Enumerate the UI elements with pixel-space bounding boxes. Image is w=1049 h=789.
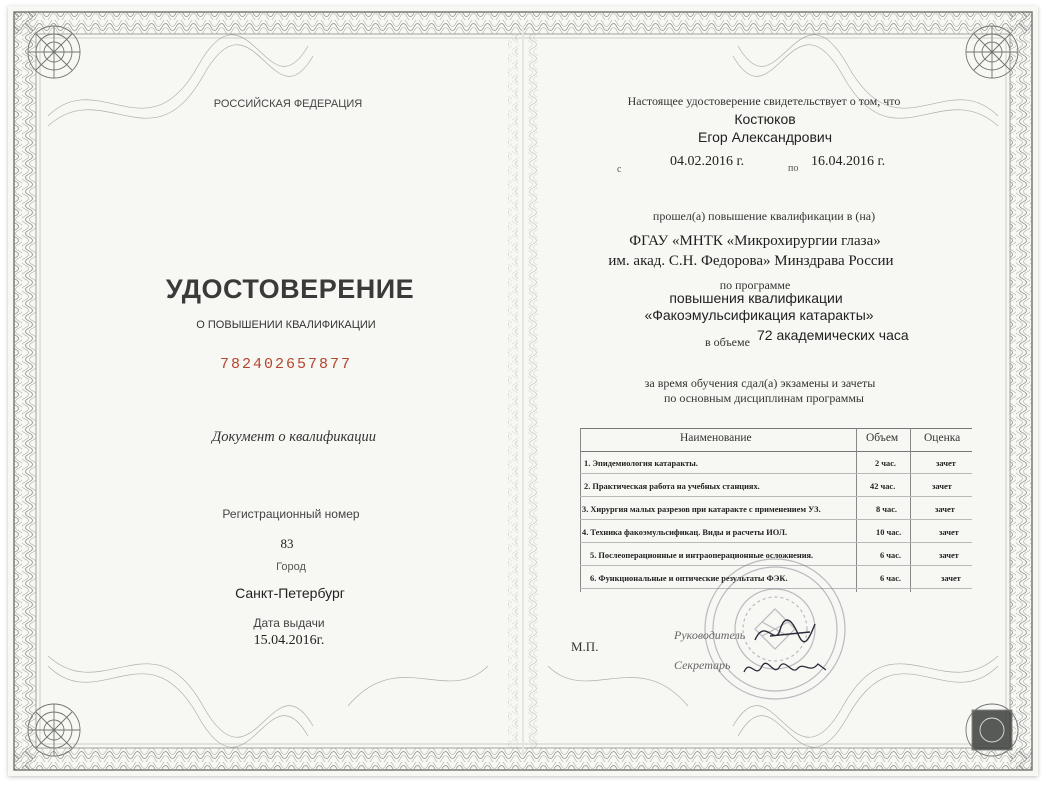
page-fold bbox=[522, 26, 524, 756]
city-label: Город bbox=[276, 561, 306, 573]
row-5-hours: 6 час. bbox=[880, 551, 902, 560]
intro-text: Настоящее удостоверение свидетельствует о том, что bbox=[627, 94, 901, 108]
row-4-grade: зачет bbox=[939, 528, 959, 537]
document-subtitle: О ПОВЫШЕНИИ КВАЛИФИКАЦИИ bbox=[196, 319, 376, 331]
row-4-hours: 10 час. bbox=[876, 528, 902, 537]
row-5-name: 5. Послеоперационные и интраоперационные осложнения. bbox=[590, 551, 814, 560]
passed-text: прошел(а) повышение квалификации в (на) bbox=[652, 209, 876, 223]
header-name: Наименование bbox=[680, 432, 752, 444]
organization-line2: им. акад. С.Н. Федорова» Минздрава России bbox=[608, 253, 894, 269]
document-title: УДОСТОВЕРЕНИЕ bbox=[165, 274, 415, 304]
row-3-name: 3. Хирургия малых разрезов при катаракте с применением УЗ. bbox=[582, 505, 821, 514]
head-label: Руководитель bbox=[674, 628, 746, 642]
reg-number-label: Регистрационный номер bbox=[222, 507, 360, 521]
issue-date-label: Дата выдачи bbox=[253, 616, 325, 630]
program-line1: повышения квалификации bbox=[669, 290, 843, 306]
exams-line1: за время обучения сдал(а) экзамены и зачеты bbox=[644, 376, 876, 390]
secretary-signature bbox=[740, 652, 830, 686]
country-label: РОССИЙСКАЯ ФЕДЕРАЦИЯ bbox=[213, 98, 363, 110]
row-6-grade: зачет bbox=[941, 574, 961, 583]
city-value: Санкт-Петербург bbox=[235, 585, 345, 601]
program-label: по программе bbox=[719, 278, 791, 292]
document-type: Документ о квалификации bbox=[212, 429, 376, 445]
row-6-hours: 6 час. bbox=[880, 574, 902, 583]
program-line2: «Факоэмульсификация катаракты» bbox=[644, 307, 874, 323]
organization-line1: ФГАУ «МНТК «Микрохирургии глаза» bbox=[629, 233, 881, 249]
exams-line2: по основным дисциплинам программы bbox=[663, 391, 865, 405]
header-hours: Объем bbox=[866, 432, 899, 444]
row-2-hours: 42 час. bbox=[870, 482, 896, 491]
row-6-name: 6. Функциональные и оптические результаты ФЭК. bbox=[590, 574, 788, 583]
period-from-label: с bbox=[617, 164, 622, 175]
serial-number: 782402657877 bbox=[219, 356, 353, 373]
certificate-document bbox=[8, 6, 1038, 776]
period-to-date: 16.04.2016 г. bbox=[811, 154, 886, 169]
header-grade: Оценка bbox=[924, 432, 961, 444]
row-5-grade: зачет bbox=[939, 551, 959, 560]
table-header-row bbox=[580, 428, 972, 452]
row-1-name: 1. Эпидемиология катаракты. bbox=[584, 459, 698, 468]
row-3-grade: зачет bbox=[935, 505, 955, 514]
stamp-place-label: М.П. bbox=[571, 639, 599, 654]
reg-number: 83 bbox=[280, 536, 294, 551]
row-4-name: 4. Техника факоэмульсификац. Виды и расчеты ИОЛ. bbox=[582, 528, 788, 537]
holder-name: Егор Александрович bbox=[698, 129, 832, 145]
period-to-label: по bbox=[788, 163, 799, 174]
period-from-date: 04.02.2016 г. bbox=[670, 154, 745, 169]
row-1-grade: зачет bbox=[936, 459, 956, 468]
issue-date: 15.04.2016г. bbox=[253, 633, 325, 648]
head-signature bbox=[750, 612, 820, 652]
row-2-grade: зачет bbox=[932, 482, 952, 491]
holder-surname: Костюков bbox=[734, 111, 796, 127]
volume-label: в объеме bbox=[705, 335, 750, 349]
secretary-label: Секретарь bbox=[674, 658, 731, 672]
row-2-name: 2. Практическая работа на учебных станциях. bbox=[584, 482, 760, 491]
row-1-hours: 2 час. bbox=[875, 459, 897, 468]
volume-value: 72 академических часа bbox=[757, 327, 909, 343]
row-3-hours: 8 час. bbox=[876, 505, 898, 514]
